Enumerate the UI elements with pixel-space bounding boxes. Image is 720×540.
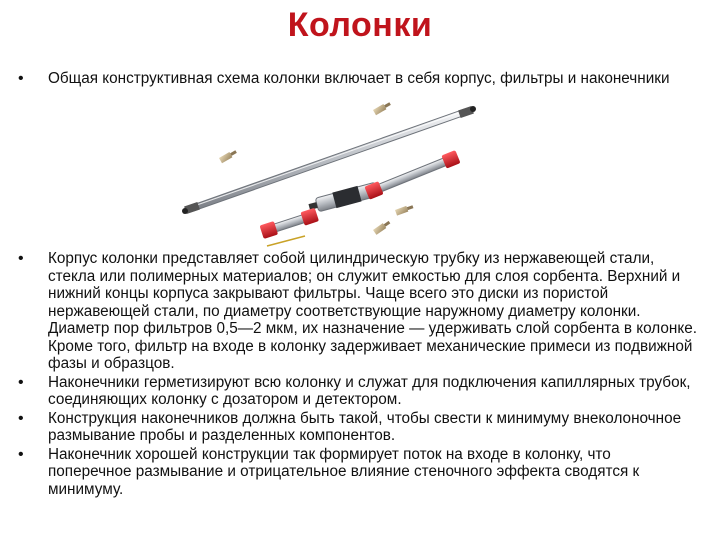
details-list <box>18 250 698 499</box>
brass-fitting-top <box>373 101 392 115</box>
brass-fitting-mid <box>395 204 414 216</box>
bullet-good-fitting: • Наконечник хорошей конструкции так формирует поток на входе в колонку, что поперечное размывание и отрицательное влияние стеночного эффекта сводятся к минимуму. <box>18 446 698 499</box>
bullet-intro: • Общая конструктивная схема колонки включает в себя корпус, фильтры и наконечники <box>18 70 698 88</box>
page-title: Колонки <box>287 6 433 44</box>
intro-list <box>18 70 698 88</box>
bullet-fitting-design: • Конструкция наконечников должна быть такой, чтобы свести к минимуму внеколоночное размывание пробы и разделенных компонентов. <box>18 410 698 445</box>
hplc-columns-photo <box>175 100 545 250</box>
bullet-body: • Корпус колонки представляет собой цилиндрическую трубку из нержавеющей стали, стекла или полимерных материалов; он служит емкостью для слоя сорбента. Верхний и нижний концы корпуса закрывают фильтры. Чаще всего это диски из пористой нержавеющей стали, по диаметру соответствующие наружному диаметру колонки. Диаметр пор фильтров 0,5—2 мкм, их назначение — удерживать слой сорбента в колонке. Кроме того, фильтр на входе в колонку задерживает механические примеси из подвижной фазы и образцов. <box>18 250 698 373</box>
short-column-right <box>364 150 460 200</box>
bullet-fittings: • Наконечники герметизируют всю колонку и служат для подключения капиллярных трубок, соединяющих колонку с дозатором и детектором. <box>18 374 698 409</box>
brass-fitting-left <box>219 149 238 163</box>
short-column-left <box>260 208 319 239</box>
thin-rod <box>267 236 305 246</box>
brass-fitting-bottom <box>373 220 391 235</box>
